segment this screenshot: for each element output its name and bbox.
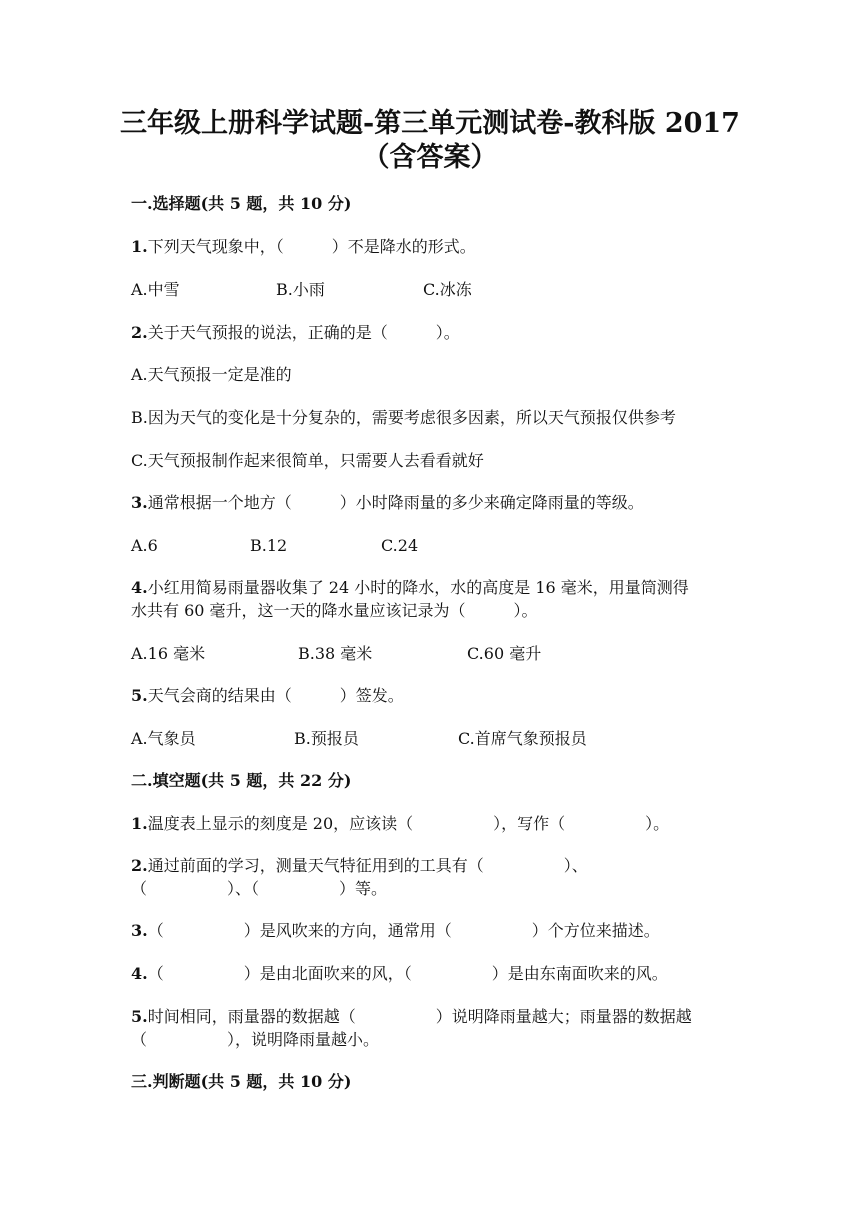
option-b: B.因为天气的变化是十分复杂的，需要考虑很多因素，所以天气预报仅供参考	[131, 408, 676, 427]
question-text: 通常根据一个地方（ ）小时降雨量的多少来确定降雨量的等级。	[147, 493, 644, 512]
question-number: 5.	[131, 686, 148, 705]
choice-question-2	[131, 322, 460, 344]
section-heading-choice: 一.选择题(共 5 题，共 10 分)	[131, 194, 352, 213]
option-b: B.38 毫米	[298, 644, 373, 663]
fill-question-2-cont: （ ）、（ ）等。	[131, 879, 388, 898]
question-text: 关于天气预报的说法，正确的是（ ）。	[147, 323, 460, 342]
option-c: C.天气预报制作起来很简单，只需要人去看看就好	[131, 451, 484, 470]
option-c: C.24	[381, 536, 419, 555]
option-a: A.6	[131, 536, 158, 555]
question-number: 5.	[131, 1007, 148, 1026]
choice-question-5	[131, 685, 404, 707]
option-b: B.12	[250, 536, 288, 555]
question-number: 3.	[131, 921, 148, 940]
question-text: （ ）是风吹来的方向，通常用（ ）个方位来描述。	[147, 921, 660, 940]
option-c: C.60 毫升	[467, 644, 542, 663]
choice-question-4-cont: 水共有 60 毫升，这一天的降水量应该记录为（ ）。	[131, 601, 538, 620]
question-text: 通过前面的学习，测量天气特征用到的工具有（ ）、	[147, 856, 588, 875]
question-number: 1.	[131, 237, 148, 256]
title-line-1: 三年级上册科学试题-第三单元测试卷-教科版 2017	[120, 108, 740, 139]
section-heading-judgment: 三.判断题(共 5 题，共 10 分)	[131, 1072, 352, 1091]
question-text: 温度表上显示的刻度是 20，应该读（ ），写作（ ）。	[147, 814, 670, 833]
question-text: 天气会商的结果由（ ）签发。	[147, 686, 404, 705]
fill-question-5	[131, 1006, 692, 1028]
fill-question-5-cont: （ ），说明降雨量越小。	[131, 1030, 380, 1049]
fill-question-3	[131, 920, 660, 942]
question-number: 4.	[131, 578, 148, 597]
question-text: 小红用简易雨量器收集了 24 小时的降水，水的高度是 16 毫米，用量筒测得	[147, 578, 689, 597]
question-number: 2.	[131, 856, 148, 875]
choice-question-4	[131, 577, 689, 599]
option-b: B.小雨	[276, 280, 325, 299]
fill-question-1	[131, 813, 669, 835]
option-c: C.冰冻	[423, 280, 472, 299]
question-text: 下列天气现象中，（ ）不是降水的形式。	[147, 237, 476, 256]
choice-question-1	[131, 236, 476, 258]
question-number: 4.	[131, 964, 148, 983]
title-line-2: （含答案）	[362, 142, 498, 173]
option-a: A.天气预报一定是准的	[131, 365, 292, 384]
section-heading-fill: 二.填空题(共 5 题，共 22 分)	[131, 771, 352, 790]
option-a: A.气象员	[131, 729, 196, 748]
question-number: 2.	[131, 323, 148, 342]
question-number: 3.	[131, 493, 148, 512]
question-text: 时间相同，雨量器的数据越（ ）说明降雨量越大；雨量器的数据越	[147, 1007, 692, 1026]
choice-question-3	[131, 492, 644, 514]
option-a: A.16 毫米	[131, 644, 206, 663]
fill-question-2	[131, 855, 588, 877]
option-c: C.首席气象预报员	[458, 729, 587, 748]
question-text: （ ）是由北面吹来的风，（ ）是由东南面吹来的风。	[147, 964, 668, 983]
question-number: 1.	[131, 814, 148, 833]
option-b: B.预报员	[294, 729, 359, 748]
option-a: A.中雪	[131, 280, 180, 299]
fill-question-4	[131, 963, 668, 985]
